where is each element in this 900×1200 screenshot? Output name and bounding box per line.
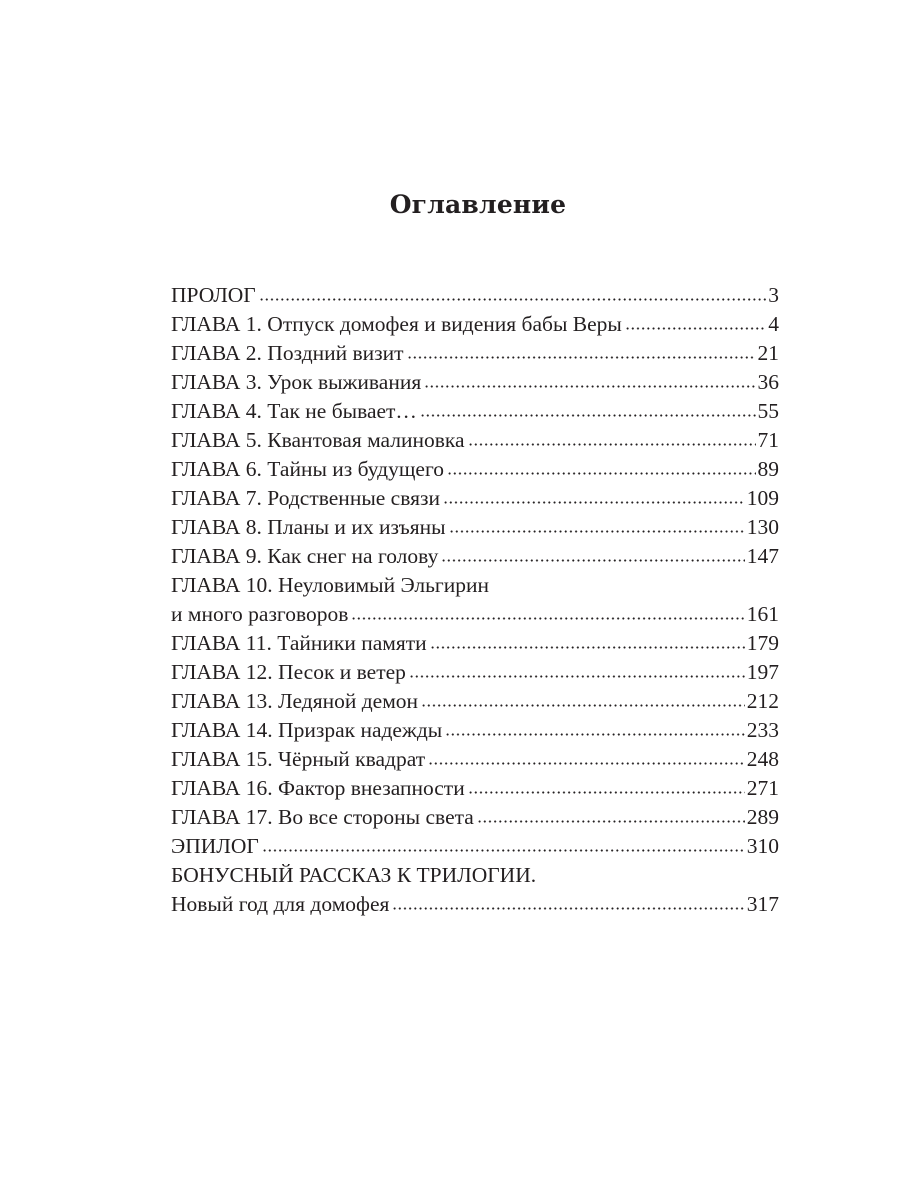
dot-leader [407,354,756,360]
toc-entry [171,687,779,716]
toc-entry-page-number: 36 [757,370,779,394]
toc-entry-title: ГЛАВА 11. Тайники памяти [171,631,427,655]
toc-entry-title: и много разговоров [171,602,349,626]
dot-leader [625,325,766,331]
toc-entry-page-number: 179 [746,631,779,655]
dot-leader [430,644,745,650]
toc-entry [171,890,779,919]
toc-entry-title: ГЛАВА 3. Урок выживания [171,370,422,394]
dot-leader [477,818,745,824]
toc-entry-page-number: 55 [757,399,779,423]
toc-entry-page-number: 248 [746,747,779,771]
toc-entry [171,716,779,745]
toc-entry [171,368,779,397]
toc-entry-title: ГЛАВА 1. Отпуск домофея и видения бабы Веры [171,312,622,336]
toc-entry-title: ГЛАВА 2. Поздний визит [171,341,404,365]
toc-entry [171,629,779,658]
toc-entry-title: ЭПИЛОГ [171,834,259,858]
dot-leader [445,731,745,737]
toc-entry [171,774,779,803]
dot-leader [447,470,756,476]
toc-entry-title: ГЛАВА 5. Квантовая малиновка [171,428,465,452]
toc-entry [171,803,779,832]
dot-leader [421,702,745,708]
toc-entry-page-number: 197 [746,660,779,684]
toc-entry-title: ГЛАВА 14. Призрак надежды [171,718,443,742]
toc-entry-title: ГЛАВА 9. Как снег на голову [171,544,439,568]
dot-leader [449,528,745,534]
toc-entry-page-number: 233 [746,718,779,742]
toc-entry-page-number: 89 [757,457,779,481]
toc-entry [171,484,779,513]
toc-entry [171,281,779,310]
toc-entry [171,339,779,368]
toc-entry [171,426,779,455]
toc-entry-title: Новый год для домофея [171,892,390,916]
toc-entry-title: ГЛАВА 6. Тайны из будущего [171,457,444,481]
dot-leader [409,673,745,679]
dot-leader [443,499,745,505]
dot-leader [424,383,755,389]
toc-entry-page-number: 289 [746,805,779,829]
toc-entry-page-number: 147 [746,544,779,568]
toc-entry-page-number: 130 [746,515,779,539]
toc-entry-title: ГЛАВА 8. Планы и их изъяны [171,515,446,539]
toc-entry [171,832,779,861]
toc-entry-page-number: 109 [746,486,779,510]
toc-entry-title: ГЛАВА 10. Неуловимый Эльгирин [171,573,489,597]
toc-entry [171,571,779,600]
toc-entry-title: ПРОЛОГ [171,283,256,307]
toc-entry-title: ГЛАВА 13. Ледяной демон [171,689,419,713]
dot-leader [468,441,756,447]
page-title: Оглавление [389,190,567,219]
toc-entry-page-number: 4 [768,312,779,336]
toc-entry [171,513,779,542]
toc-entry [171,542,779,571]
toc-entry-page-number: 310 [746,834,779,858]
toc-entry [171,310,779,339]
dot-leader [392,905,744,911]
toc-entry [171,745,779,774]
toc-entry-title: ГЛАВА 7. Родственные связи [171,486,440,510]
toc-entry [171,455,779,484]
toc-entry-page-number: 71 [757,428,779,452]
toc-entry [171,600,779,629]
dot-leader [420,412,756,418]
dot-leader [468,789,745,795]
toc-entry-title: ГЛАВА 17. Во все стороны света [171,805,474,829]
table-of-contents [171,281,779,919]
toc-entry-page-number: 21 [757,341,779,365]
dot-leader [259,296,767,302]
toc-entry-page-number: 3 [768,283,779,307]
dot-leader [351,615,744,621]
toc-entry-title: БОНУСНЫЙ РАССКАЗ К ТРИЛОГИИ. [171,863,537,887]
toc-entry [171,397,779,426]
toc-entry-page-number: 271 [746,776,779,800]
toc-entry-page-number: 212 [746,689,779,713]
toc-entry [171,861,779,890]
toc-entry-title: ГЛАВА 12. Песок и ветер [171,660,406,684]
toc-entry [171,658,779,687]
toc-entry-title: ГЛАВА 16. Фактор внезапности [171,776,465,800]
toc-entry-title: ГЛАВА 4. Так не бывает… [171,399,417,423]
toc-entry-page-number: 317 [746,892,779,916]
dot-leader [262,847,745,853]
toc-entry-title: ГЛАВА 15. Чёрный квадрат [171,747,426,771]
dot-leader [428,760,745,766]
toc-entry-page-number: 161 [746,602,779,626]
dot-leader [441,557,744,563]
